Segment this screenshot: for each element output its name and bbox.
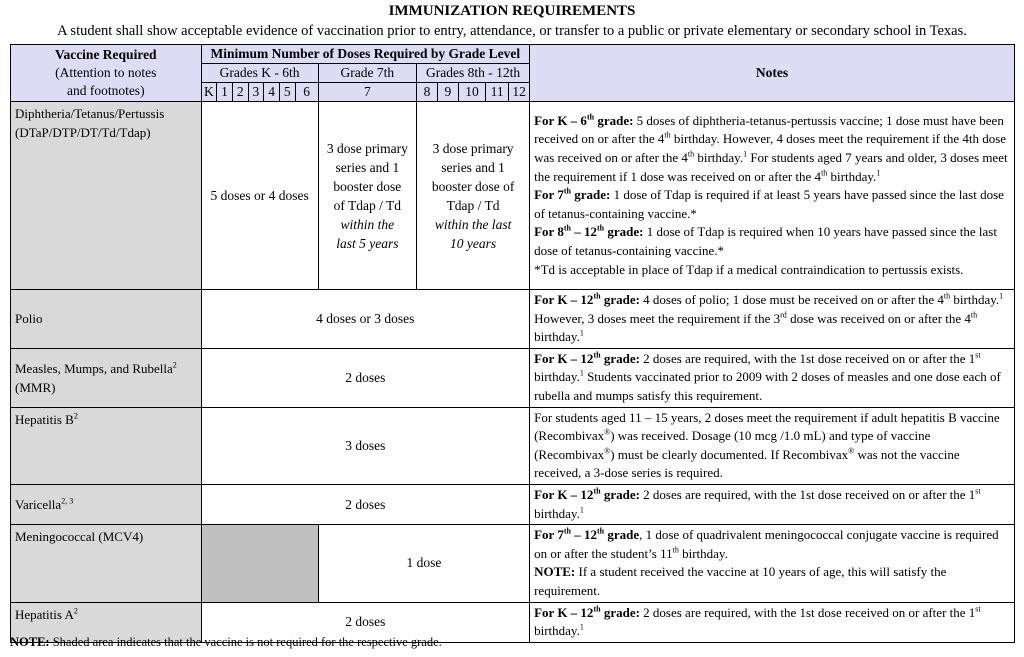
doses-dtap-k6: 5 doses or 4 doses: [201, 102, 318, 290]
table-row-mcv4: [11, 525, 1015, 602]
table-row-polio: [11, 290, 1015, 349]
grades-k6-header: Grades K - 6th: [201, 64, 318, 83]
notes-hepb: For students aged 11 – 15 years, 2 doses meet the requirement if adult hepatitis B vaccine (Recombivax®) was received. Dosage (10 mcg /1.0 mL) and type of vaccine (Recombivax®) must be clearly documented. If Recombivax® was not the vaccine received, a 3-dose series is required.: [530, 407, 1015, 484]
grade-col-8: 8: [417, 83, 438, 102]
doses-mcv4: 1 dose: [318, 525, 529, 602]
grade-col-2: 2: [232, 83, 248, 102]
doses-mmr: 2 doses: [201, 348, 530, 407]
grade-col-6: 6: [295, 83, 318, 102]
doses-polio: 4 doses or 3 doses: [201, 290, 530, 349]
grade-col-11: 11: [486, 83, 509, 102]
notes-varicella: For K – 12th grade: 2 doses are required, with the 1st dose received on or after the 1st birthday.$^1$: [530, 484, 1015, 524]
grade-col-1: 1: [217, 83, 233, 102]
grades-8-12-header: Grades 8th - 12th: [417, 64, 530, 83]
table-row-varicella: [11, 484, 1015, 524]
vaccine-name-dtap: Diphtheria/Tetanus/Pertussis (DTaP/DTP/DT/Td/Tdap): [11, 102, 202, 290]
page-title: IMMUNIZATION REQUIREMENTS: [388, 3, 636, 19]
table-row-dtap: [11, 102, 1015, 290]
notes-dtap: For K – 6th grade: 5 doses of diphtheria-tetanus-pertussis vaccine; 1 dose must have been received on or after the 4th birthday. However, 4 doses meet the requirement if the 4th dose was received on or after the 4th birthday.$^1$ For students aged 7 years and older, 3 doses meet the requirement if 1 dose was received on or after the 4th birthday.$^1$ For 7th grade: 1 dose of Tdap is required if at least 5 years have passed since the last dose of tetanus-containing vaccine.* For 8th – 12th grade: 1 dose of Tdap is required when 10 years have passed since the last dose of tetanus-containing vaccine.* *Td is acceptable in place of Tdap if a medical contraindication to pertussis exists.: [530, 102, 1015, 290]
shaded-not-required-k6: [201, 525, 318, 602]
intro-text: A student shall show acceptable evidence of vaccination prior to entry, attendance, or transfer to a public or private elementary or secondary school in Texas.: [57, 23, 967, 39]
grade-col-10: 10: [458, 83, 485, 102]
doses-dtap-g812: 3 dose primary series and 1 booster dose of Tdap / Td within the last 10 years: [417, 102, 530, 290]
doses-dtap-g7: 3 dose primary series and 1 booster dose of Tdap / Td within the last 5 years: [318, 102, 416, 290]
vaccine-name-polio: Polio: [11, 290, 202, 349]
grade-7-header: Grade 7th: [318, 64, 416, 83]
vaccine-name-hepb: Hepatitis $B^2$: [11, 407, 202, 484]
grade-col-3: 3: [248, 83, 264, 102]
notes-mmr: For K – 12th grade: 2 doses are required, with the 1st dose received on or after the 1st birthday.$^1$ Students vaccinated prior to 2009 with 2 doses of measles and one dose each of rubella and mumps satisfy this requirement.: [530, 348, 1015, 407]
grade-col-9: 9: [437, 83, 458, 102]
vaccine-name-varicella: Varicella$^{2, 3}$: [11, 484, 202, 524]
vaccine-name-mcv4: Meningococcal (MCV4): [11, 525, 202, 602]
immunization-table: [10, 44, 1015, 643]
notes-mcv4: For 7th – 12th grade, 1 dose of quadrivalent meningococcal conjugate vaccine is required on or after the student’s 11th birthday. NOTE: If a student received the vaccine at 10 years of age, this will satisfy the requirement.: [530, 525, 1015, 602]
notes-hepa: For K – 12th grade: 2 doses are required, with the 1st dose received on or after the 1st birthday.$^1$: [530, 602, 1015, 642]
shaded-area-note: NOTE: Shaded area indicates that the vaccine is not required for the respective grade.: [10, 635, 442, 649]
grade-col-k: K: [201, 83, 217, 102]
notes-polio: For K – 12th grade: 4 doses of polio; 1 dose must be received on or after the 4th birthday.$^1$ However, 3 doses meet the requirement if the 3rd dose was received on or after the 4th birthday.$^1$: [530, 290, 1015, 349]
table-row-mmr: [11, 348, 1015, 407]
doses-hepa: 2 doses: [201, 602, 530, 642]
vaccine-name-mmr: Measles, Mumps, and Rubella$^2$ (MMR): [11, 348, 202, 407]
doses-varicella: 2 doses: [201, 484, 530, 524]
vaccine-name-hepa: Hepatitis $A^2$: [11, 602, 202, 642]
vaccine-required-header: Vaccine Required (Attention to notes and footnotes): [11, 45, 202, 102]
min-doses-header: Minimum Number of Doses Required by Grade Level: [201, 45, 530, 64]
grade-col-5: 5: [279, 83, 295, 102]
grade-col-12: 12: [509, 83, 530, 102]
grade-col-4: 4: [264, 83, 280, 102]
notes-header: Notes: [530, 45, 1015, 102]
grade-col-7: 7: [318, 83, 416, 102]
table-row-hepb: [11, 407, 1015, 484]
doses-hepb: 3 doses: [201, 407, 530, 484]
